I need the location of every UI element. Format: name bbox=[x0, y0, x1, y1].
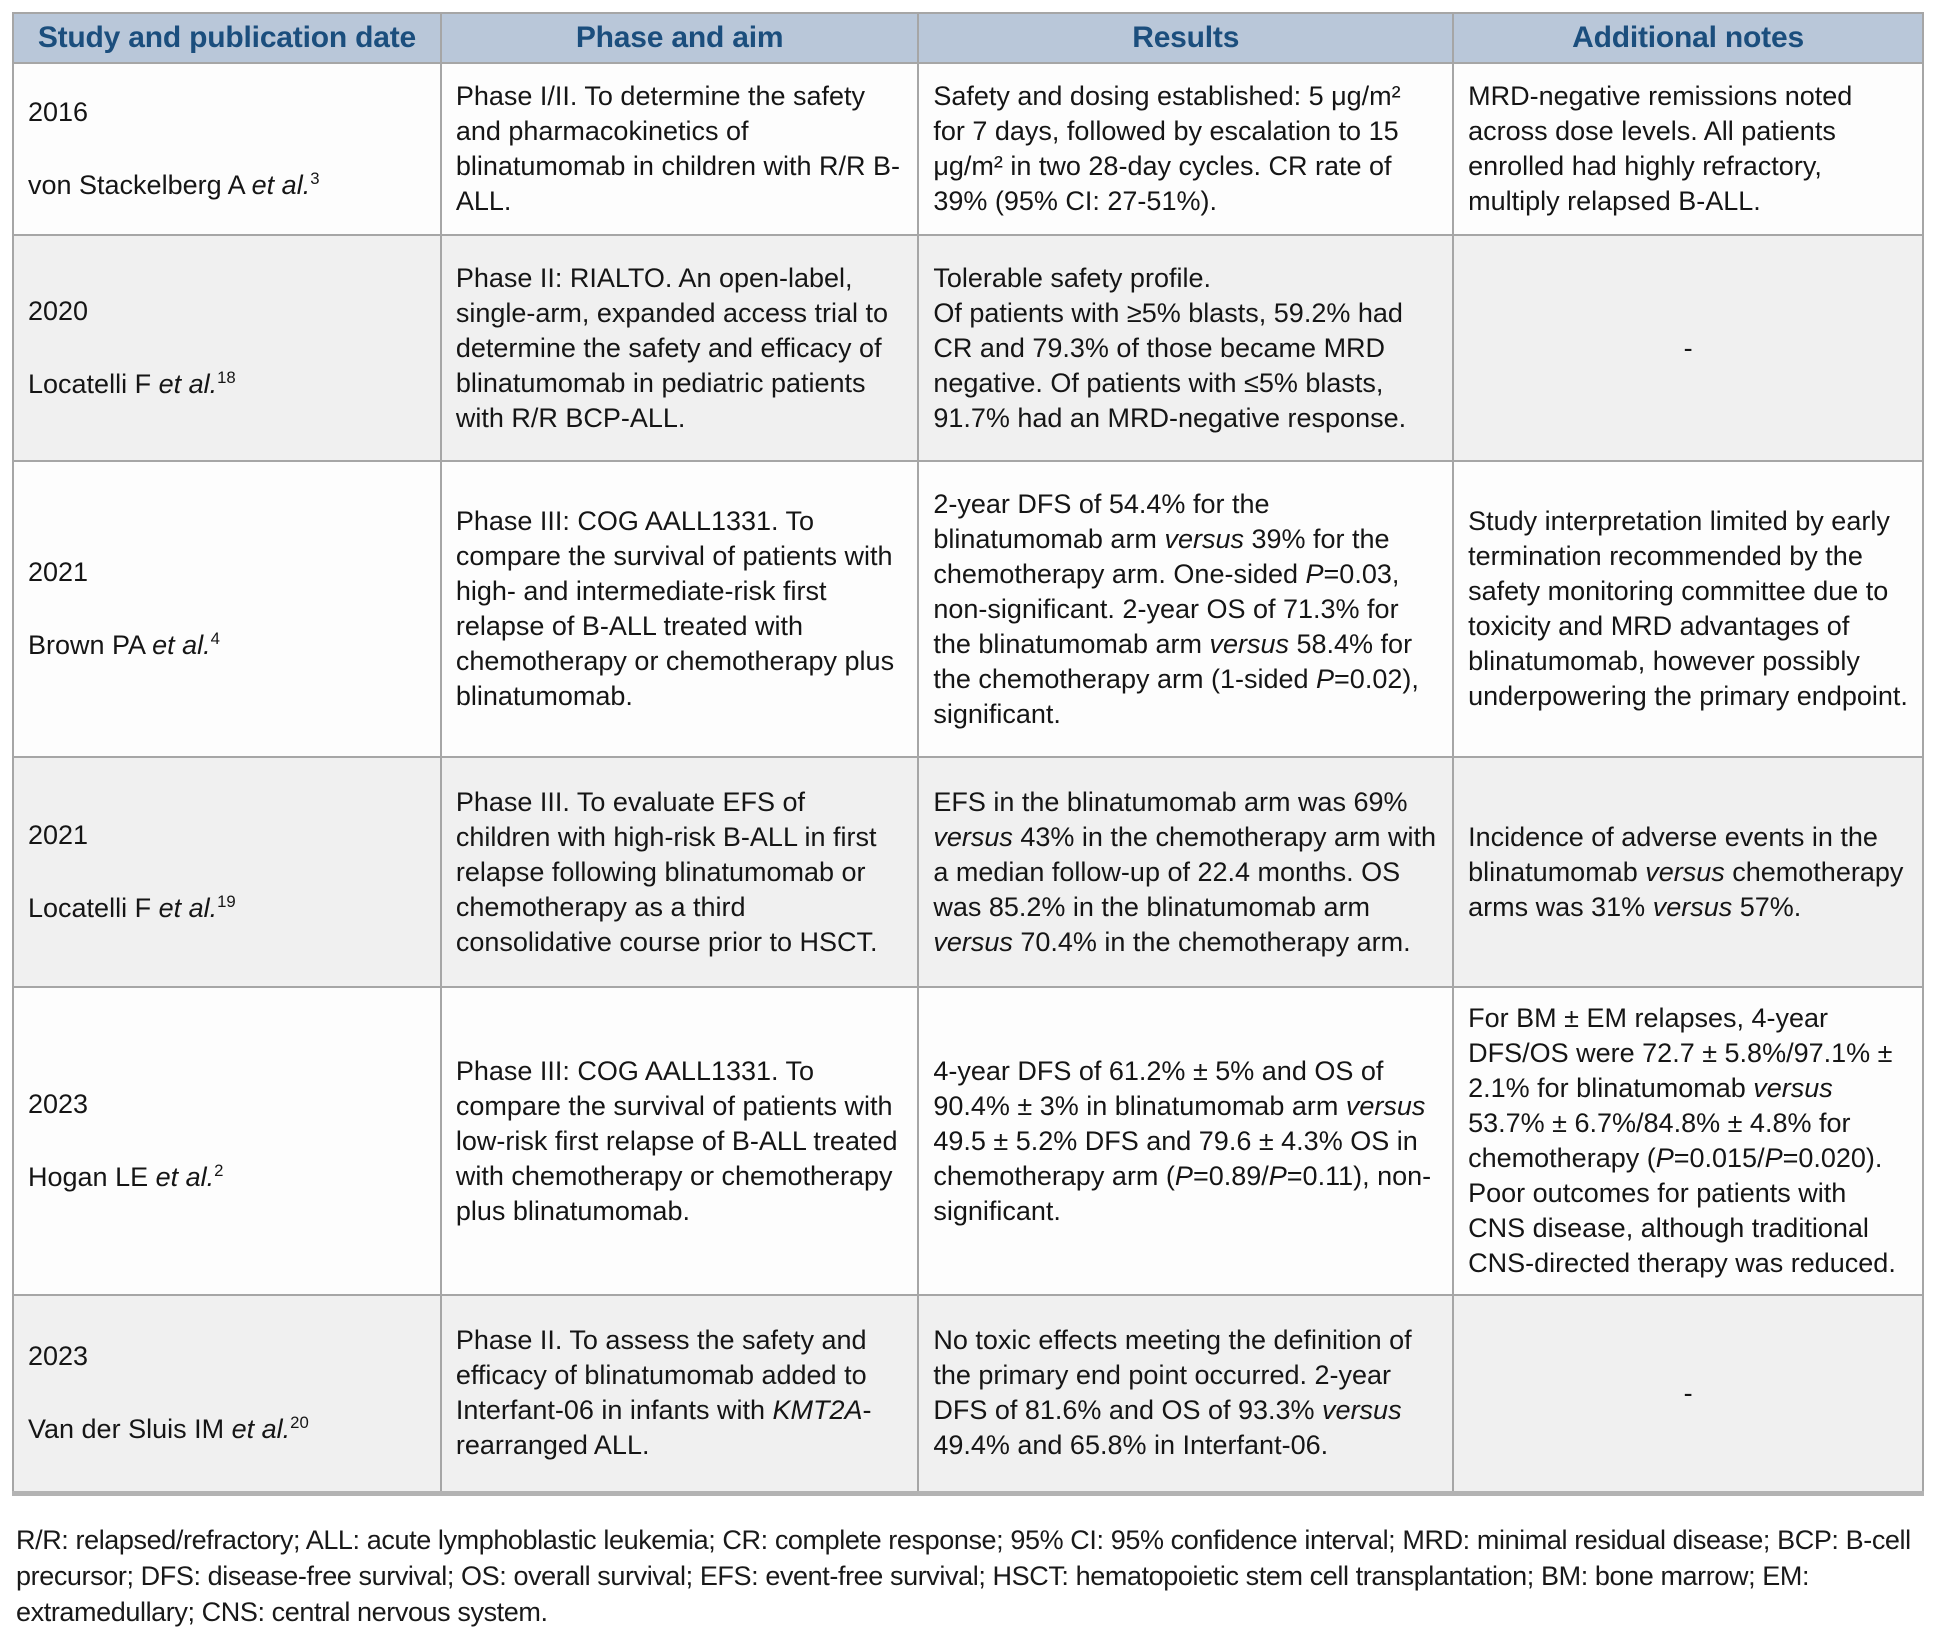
study-year: 2016 bbox=[28, 97, 89, 127]
cell-additional-notes bbox=[1453, 757, 1923, 987]
cell-results bbox=[918, 987, 1453, 1295]
cell-phase-aim-paragraph: Phase II. To assess the safety and efficacy of blinatumomab added to Interfant-06 in infants with KMT2A-rearranged ALL. bbox=[455, 1325, 872, 1461]
cell-results bbox=[918, 461, 1453, 757]
column-header-additional-notes: Additional notes bbox=[1453, 13, 1923, 63]
cell-additional-notes bbox=[1453, 1295, 1923, 1493]
cell-additional-notes bbox=[1453, 63, 1923, 235]
table-row bbox=[13, 987, 1923, 1295]
cell-additional-notes bbox=[1453, 461, 1923, 757]
cell-results-paragraph: No toxic effects meeting the definition of the primary end point occurred. 2-year DFS of 81.6% and OS of 93.3% versus 49.4% and 65.8% in Interfant-06. bbox=[933, 1325, 1412, 1461]
cell-results bbox=[918, 1295, 1453, 1493]
table-row bbox=[13, 757, 1923, 987]
table-row bbox=[13, 235, 1923, 461]
cell-additional-notes-paragraph: - bbox=[1683, 1377, 1693, 1408]
column-header-study-date: Study and publication date bbox=[13, 13, 441, 63]
table-row bbox=[13, 1295, 1923, 1493]
abbreviations-footnote: R/R: relapsed/refractory; ALL: acute lymphoblastic leukemia; CR: complete response; 95% CI: 95% confidence interval; MRD: minimal residual disease; BCP: B-cell precursor; DFS: disease-free survival; OS: overall survival; EFS: event-free survival; HSCT: hematopoietic stem cell transplantation; BM: bone marrow; EM: extramedullary; CNS: central nervous system. bbox=[16, 1524, 1911, 1627]
cell-results-paragraph: Tolerable safety profile. bbox=[933, 262, 1211, 293]
cell-additional-notes-paragraph: Incidence of adverse events in the blinatumomab versus chemotherapy arms was 31% versus 57%. bbox=[1468, 821, 1904, 922]
cell-results-paragraph: EFS in the blinatumomab arm was 69% versus 43% in the chemotherapy arm with a median follow-up of 22.4 months. OS was 85.2% in the blinatumomab arm versus 70.4% in the chemotherapy arm. bbox=[933, 786, 1437, 957]
cell-phase-aim bbox=[441, 235, 919, 461]
cell-study bbox=[13, 757, 441, 987]
cell-additional-notes-paragraph: - bbox=[1683, 332, 1693, 363]
cell-phase-aim bbox=[441, 987, 919, 1295]
cell-phase-aim-paragraph: Phase I/II. To determine the safety and pharmacokinetics of blinatumomab in children with R/R B-ALL. bbox=[455, 81, 901, 216]
study-authors: Locatelli F et al.$^{18}$ bbox=[28, 368, 236, 399]
cell-phase-aim-paragraph: Phase III: COG AALL1331. To compare the survival of patients with low-risk first relapse of B-ALL treated with chemotherapy or chemotherapy plus blinatumomab. bbox=[455, 1055, 898, 1226]
cell-additional-notes-paragraph: For BM ± EM relapses, 4-year DFS/OS were 72.7 ± 5.8%/97.1% ± 2.1% for blinatumomab versus 53.7% ± 6.7%/84.8% ± 4.8% for chemotherapy (P=0.015/P=0.020). Poor outcomes for patients with CNS disease, although traditional CNS-directed therapy was reduced. bbox=[1468, 1003, 1896, 1278]
studies-table bbox=[12, 12, 1924, 1496]
study-year: 2021 bbox=[28, 557, 89, 587]
cell-study bbox=[13, 987, 441, 1295]
cell-study bbox=[13, 1295, 441, 1493]
cell-study bbox=[13, 235, 441, 461]
study-authors: von Stackelberg A et al.$^3$ bbox=[28, 169, 320, 200]
cell-phase-aim bbox=[441, 1295, 919, 1493]
cell-phase-aim-paragraph: Phase II: RIALTO. An open-label, single-arm, expanded access trial to determine the safety and efficacy of blinatumomab in pediatric patients with R/R BCP-ALL. bbox=[455, 262, 889, 433]
cell-phase-aim-paragraph: Phase III. To evaluate EFS of children with high-risk B-ALL in first relapse following blinatumomab or chemotherapy as a third consolidative course prior to HSCT. bbox=[455, 786, 878, 957]
cell-results-paragraph: Safety and dosing established: 5 μg/m² for 7 days, followed by escalation to 15 μg/m² in two 28-day cycles. CR rate of 39% (95% CI: 27-51%). bbox=[933, 81, 1401, 216]
cell-phase-aim bbox=[441, 63, 919, 235]
column-header-results: Results bbox=[918, 13, 1453, 63]
table-row bbox=[13, 63, 1923, 235]
study-year: 2023 bbox=[28, 1089, 89, 1119]
cell-study bbox=[13, 461, 441, 757]
cell-phase-aim bbox=[441, 461, 919, 757]
study-year: 2023 bbox=[28, 1341, 89, 1372]
table-body bbox=[13, 63, 1923, 1493]
study-year: 2020 bbox=[28, 296, 89, 326]
study-year: 2021 bbox=[28, 820, 89, 850]
study-authors: Brown PA et al.$^4$ bbox=[28, 629, 220, 660]
cell-results-paragraph: 2-year DFS of 54.4% for the blinatumomab arm versus 39% for the chemotherapy arm. One-sided P=0.03, non-significant. 2-year OS of 71.3% for the blinatumomab arm versus 58.4% for the chemotherapy arm (1-sided P=0.02), significant. bbox=[933, 488, 1419, 729]
cell-phase-aim bbox=[441, 757, 919, 987]
cell-phase-aim-paragraph: Phase III: COG AALL1331. To compare the survival of patients with high- and intermediate-risk first relapse of B-ALL treated with chemotherapy or chemotherapy plus blinatumomab. bbox=[455, 506, 895, 711]
cell-study bbox=[13, 63, 441, 235]
table-row bbox=[13, 461, 1923, 757]
cell-additional-notes-paragraph: Study interpretation limited by early termination recommended by the safety monitoring committee due to toxicity and MRD advantages of blinatumomab, however possibly underpowering the primary endpoint. bbox=[1468, 506, 1908, 711]
column-header-phase-aim: Phase and aim bbox=[441, 13, 919, 63]
cell-additional-notes bbox=[1453, 235, 1923, 461]
cell-results bbox=[918, 63, 1453, 235]
header-row bbox=[13, 13, 1923, 63]
cell-results bbox=[918, 235, 1453, 461]
study-authors: Locatelli F et al.$^{19}$ bbox=[28, 892, 236, 923]
study-authors: Hogan LE et al.$^2$ bbox=[28, 1161, 224, 1192]
cell-results-paragraph: Of patients with ≥5% blasts, 59.2% had CR and 79.3% of those became MRD negative. Of patients with ≤5% blasts, 91.7% had an MRD-negative response. bbox=[933, 297, 1407, 433]
study-authors: Van der Sluis IM et al.$^{20}$ bbox=[28, 1413, 309, 1445]
cell-additional-notes bbox=[1453, 987, 1923, 1295]
cell-additional-notes-paragraph: MRD-negative remissions noted across dose levels. All patients enrolled had highly refractory, multiply relapsed B-ALL. bbox=[1468, 81, 1853, 216]
cell-results-paragraph: 4-year DFS of 61.2% ± 5% and OS of 90.4% ± 3% in blinatumomab arm versus 49.5 ± 5.2% DFS and 79.6 ± 4.3% OS in chemotherapy arm (P=0.89/P=0.11), non-significant. bbox=[933, 1055, 1432, 1226]
cell-results bbox=[918, 757, 1453, 987]
